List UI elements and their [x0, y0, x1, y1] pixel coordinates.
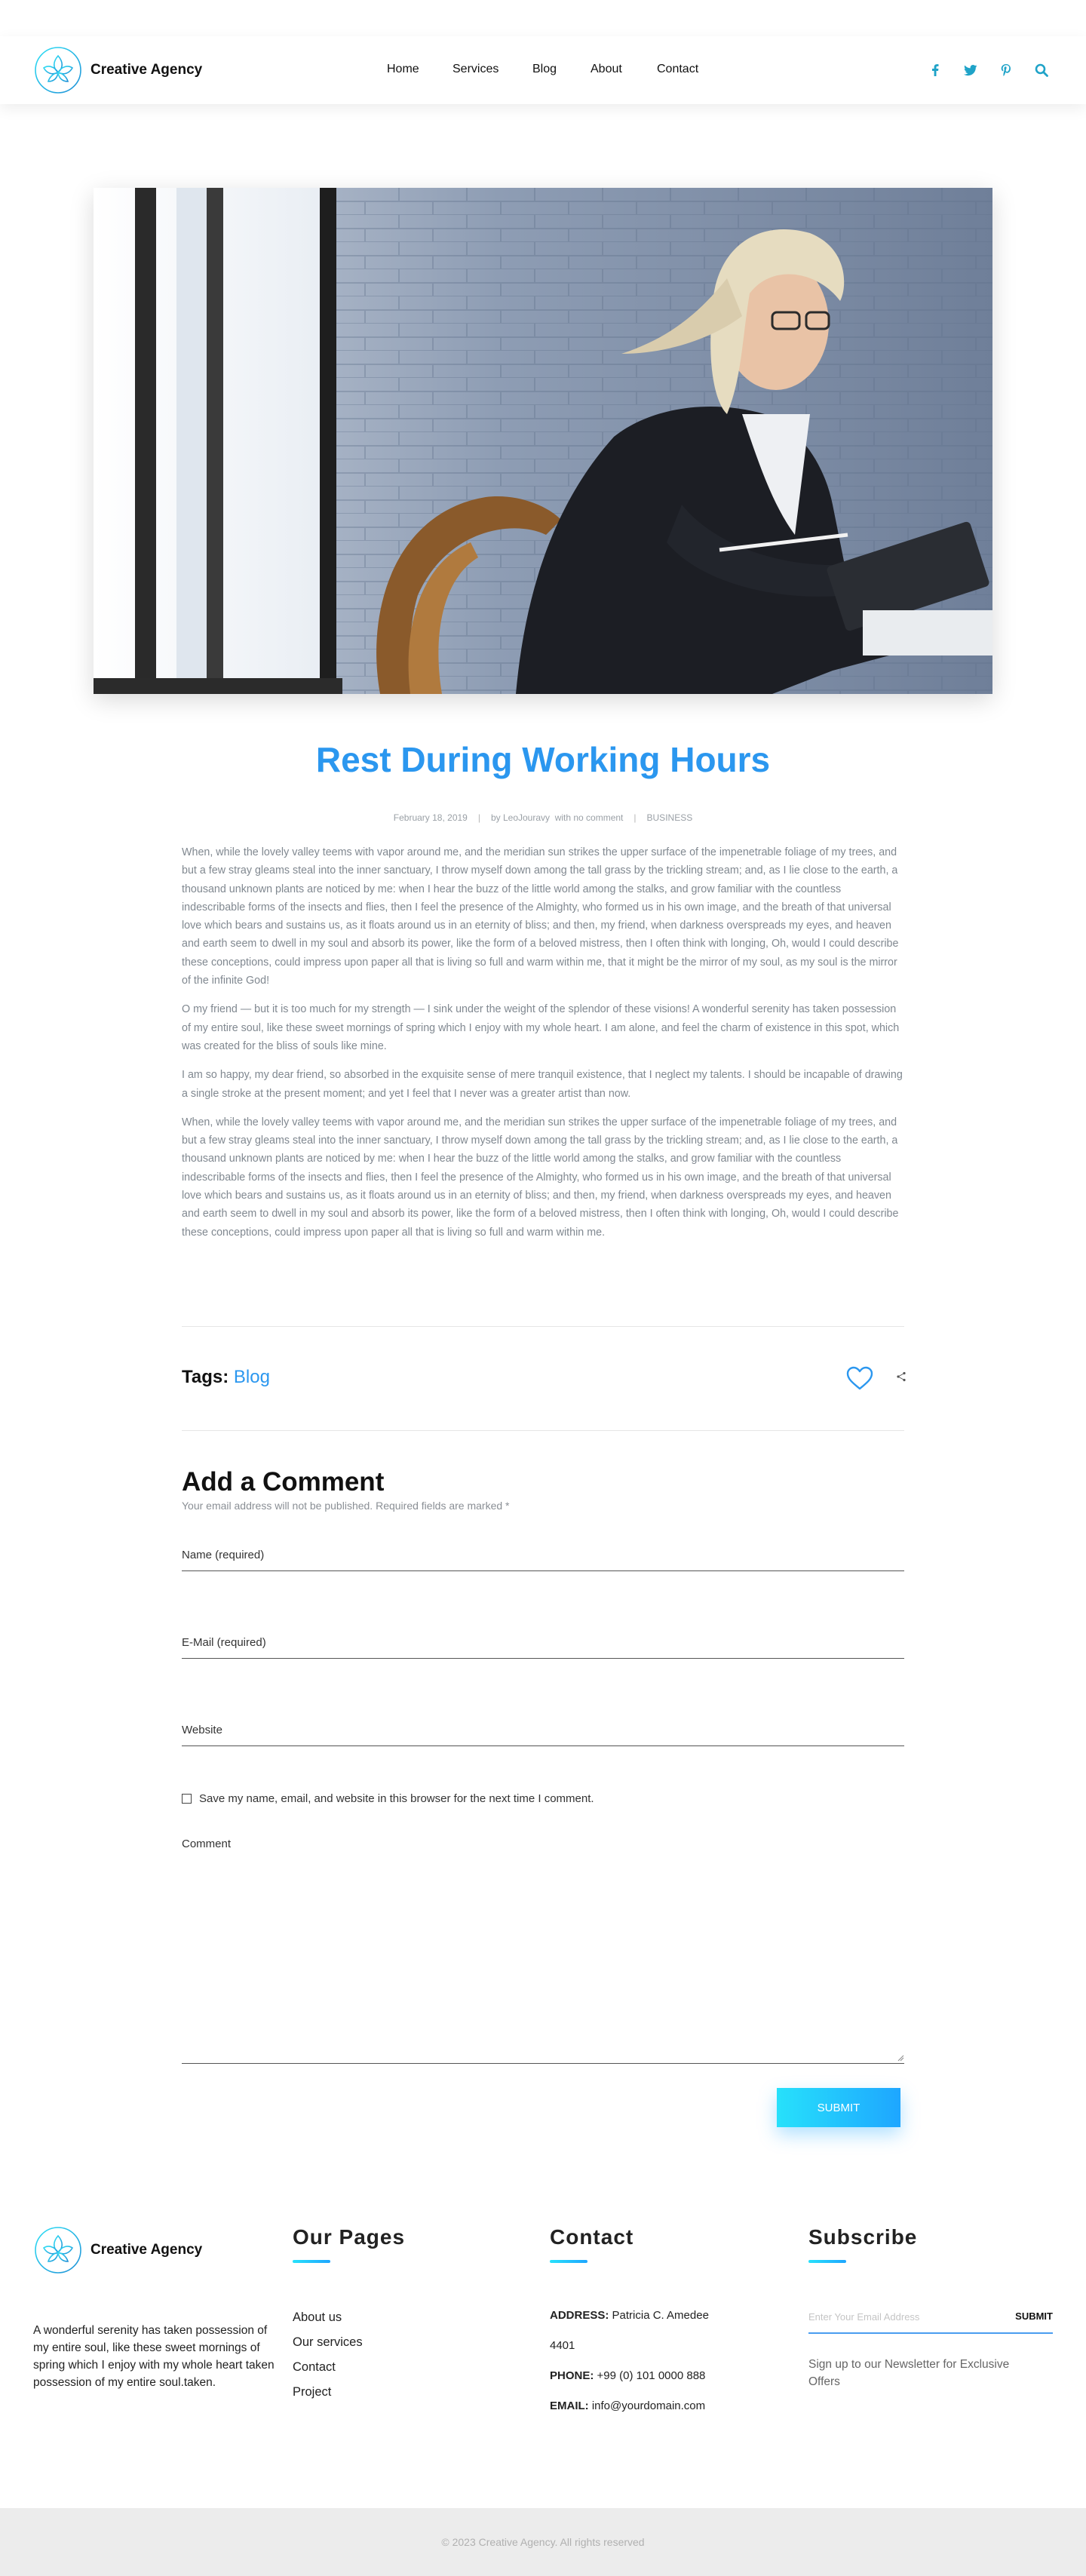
comment-form-note: Your email address will not be published. Required fields are marked * [182, 1500, 510, 1512]
post-tags [182, 1367, 270, 1388]
footer-link-services[interactable]: Our services [293, 2335, 363, 2349]
site-header [0, 36, 1086, 104]
post-paragraph: I am so happy, my dear friend, so absorbed in the exquisite sense of mere tranquil existence, that I neglect my talents. I should be incapable of drawing a single stroke at the present moment; and yet I feel that I never was a greater artist than now. [182, 1069, 903, 1100]
post-author[interactable]: by LeoJouravy [490, 812, 551, 823]
footer-contact-title: Contact [550, 2225, 634, 2249]
subscribe-email-input[interactable] [808, 2302, 1053, 2334]
divider [182, 1430, 904, 1431]
address-value-line2: 4401 [550, 2339, 575, 2352]
post-paragraph: When, while the lovely valley teems with vapor around me, and the meridian sun strikes the upper surface of the impenetrable foliage of my trees, and but a few stray gleams steal into the inner sanctuary, I throw myself down among the tall grass by the trickling stream; and, as I lie close to the earth, a thousand unknown plants are noticed by me: when I hear the buzz of the little world among the stalks, and grow familiar with the countless indescribable forms of the insects and flies, then I feel the presence of the Almighty, who formed us in his own image, and the breath of that universal love which bears and sustains us, as it floats around us in an eternity of bliss; and then, my friend, when darkness overspreads my eyes, and heaven and earth seem to dwell in my soul and absorb its power, like the form of a beloved mistress, then I often think with longing, Oh, would I could describe these conceptions, could impress upon paper all that is living so full and warm within me. [182, 1116, 899, 1239]
footer-contact-info [550, 2301, 746, 2421]
email-value[interactable]: info@yourdomain.com [591, 2399, 706, 2412]
save-info-checkbox[interactable] [182, 1794, 192, 1804]
footer-brand-link[interactable] [33, 2225, 202, 2275]
tag-link-blog[interactable]: Blog [233, 1367, 270, 1387]
divider [182, 1326, 904, 1327]
post-paragraph: O my friend — but it is too much for my strength — I sink under the weight of the splendor of these visions! A wonderful serenity has taken possession of my entire soul, like these sweet mornings of spring which I enjoy with my whole heart. I am alone, and feel the charm of existence in this spot, which was created for the bliss of souls like mine. [182, 1003, 900, 1052]
footer-link-about[interactable]: About us [293, 2310, 342, 2324]
social-links [925, 60, 1066, 81]
subscribe-placeholder: Enter Your Email Address [808, 2311, 920, 2323]
email-field[interactable] [182, 1629, 904, 1659]
website-field-label: Website [182, 1724, 222, 1736]
brand-name: Creative Agency [90, 62, 203, 78]
post-comments-count[interactable]: with no comment [554, 812, 624, 823]
footer-pages-title: Our Pages [293, 2225, 406, 2249]
share-icon[interactable] [897, 1371, 906, 1382]
nav-home[interactable]: Home [387, 63, 419, 75]
nav-about[interactable]: About [591, 63, 622, 75]
post-category[interactable]: BUSINESS [646, 812, 693, 823]
nav-services[interactable]: Services [452, 63, 499, 75]
resize-grip-icon[interactable] [897, 2054, 904, 2062]
website-field[interactable] [182, 1716, 904, 1746]
post-date: February 18, 2019 [393, 812, 468, 823]
email-field-label: E-Mail (required) [182, 1636, 266, 1649]
comment-textarea[interactable] [182, 1838, 904, 2064]
post-paragraph: When, while the lovely valley teems with vapor around me, and the meridian sun strikes the upper surface of the impenetrable foliage of my trees, and but a few stray gleams steal into the inner sanctuary, I throw myself down among the tall grass by the trickling stream; and, as I lie close to the earth, a thousand unknown plants are noticed by me: when I hear the buzz of the little world among the stalks, and grow familiar with the countless indescribable forms of the insects and flies, then I feel the presence of the Almighty, who formed us in his own image, and the breath of that universal love which bears and sustains us, as it floats around us in an eternity of bliss; and then, my friend, when darkness overspreads my eyes, and heaven and earth seem to dwell in my soul and absorb its power, like the form of a beloved mistress, then I often think with longing, Oh, would I could describe these conceptions, could impress upon paper all that is living so full and warm within me, that it might be the mirror of my soul, as my soul is the mirror of the infinite God! [182, 846, 899, 987]
subscribe-note: Sign up to our Newsletter for Exclusive Offers [808, 2358, 1010, 2388]
post-body [182, 843, 904, 1252]
lotus-logo-icon [33, 45, 83, 95]
phone-value[interactable]: +99 (0) 101 0000 888 [597, 2369, 706, 2382]
copyright-text: © 2023 Creative Agency. All rights reserved [441, 2536, 645, 2548]
pinterest-icon[interactable] [996, 60, 1017, 81]
name-field-label: Name (required) [182, 1549, 265, 1561]
address-label: ADDRESS: [550, 2309, 609, 2322]
footer-brand-name: Creative Agency [90, 2242, 203, 2258]
submit-comment-button[interactable]: SUBMIT [777, 2088, 900, 2127]
email-label: EMAIL: [550, 2399, 589, 2412]
footer-link-contact[interactable]: Contact [293, 2360, 336, 2374]
facebook-icon[interactable] [925, 60, 946, 81]
tags-label: Tags: [182, 1367, 229, 1387]
name-field[interactable] [182, 1541, 904, 1571]
comment-form-title: Add a Comment [182, 1467, 385, 1497]
subscribe-submit-button[interactable]: SUBMIT [1015, 2310, 1053, 2322]
footer-pages-list [293, 2305, 363, 2405]
search-icon[interactable] [1031, 60, 1052, 81]
copyright-bar [0, 2508, 1086, 2576]
save-info-label: Save my name, email, and website in this browser for the next time I comment. [199, 1792, 594, 1805]
post-meta: February 18, 2019 | by LeoJouravy with no comment | BUSINESS [393, 812, 693, 823]
brand-logo-link[interactable] [33, 45, 202, 95]
phone-label: PHONE: [550, 2369, 594, 2382]
comment-label: Comment [182, 1838, 232, 1850]
save-info-checkbox-row[interactable] [182, 1792, 594, 1805]
heart-icon[interactable] [845, 1365, 874, 1391]
address-value: Patricia C. Amedee [612, 2309, 709, 2322]
nav-contact[interactable]: Contact [657, 63, 699, 75]
footer-link-project[interactable]: Project [293, 2385, 332, 2399]
twitter-icon[interactable] [960, 60, 981, 81]
post-featured-image [94, 188, 992, 694]
footer-subscribe-title: Subscribe [808, 2225, 918, 2249]
nav-blog[interactable]: Blog [532, 63, 557, 75]
lotus-logo-icon [33, 2225, 83, 2275]
footer-description: A wonderful serenity has taken possession of my entire soul, like these sweet mornings of spring which I enjoy with my whole heart taken possession of my entire soul.taken. [33, 2324, 275, 2389]
post-title: Rest During Working Hours [315, 740, 771, 779]
